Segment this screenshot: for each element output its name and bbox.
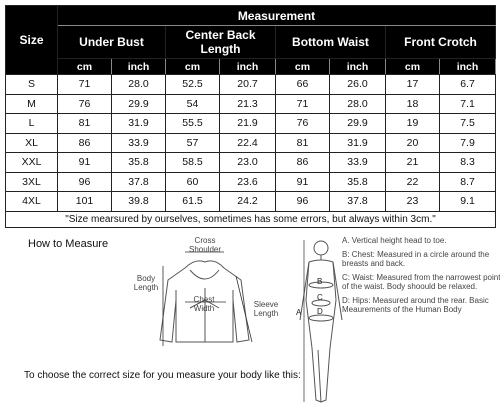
value-cell: 7.5 — [440, 114, 496, 134]
value-cell: 71 — [276, 94, 330, 114]
size-cell: 4XL — [6, 192, 58, 212]
value-cell: 31.9 — [330, 133, 386, 153]
value-cell: 17 — [386, 75, 440, 95]
value-cell: 19 — [386, 114, 440, 134]
value-cell: 6.7 — [440, 75, 496, 95]
value-cell: 96 — [276, 192, 330, 212]
unit-header: inch — [220, 59, 276, 75]
value-cell: 35.8 — [330, 172, 386, 192]
table-row — [6, 192, 496, 212]
value-cell: 91 — [58, 153, 112, 173]
value-cell: 33.9 — [330, 153, 386, 173]
size-chart-table — [5, 5, 496, 228]
front-crotch-header: Front Crotch — [386, 26, 496, 59]
value-cell: 8.7 — [440, 172, 496, 192]
how-to-measure-title: How to Measure — [28, 238, 109, 250]
body-letter-d: D — [317, 307, 323, 316]
value-cell: 20.7 — [220, 75, 276, 95]
measurement-note: "Size mearsured by ourselves, sometimes has some errors, but always within 3cm." — [6, 211, 496, 227]
value-cell: 66 — [276, 75, 330, 95]
value-cell: 22 — [386, 172, 440, 192]
value-cell: 9.1 — [440, 192, 496, 212]
value-cell: 7.9 — [440, 133, 496, 153]
value-cell: 39.8 — [112, 192, 166, 212]
how-to-measure-section — [0, 230, 500, 411]
cross-shoulder-label: Cross Shoulder — [188, 236, 222, 254]
unit-header: cm — [58, 59, 112, 75]
value-cell: 31.9 — [112, 114, 166, 134]
value-cell: 29.9 — [330, 114, 386, 134]
value-cell: 23.6 — [220, 172, 276, 192]
unit-header: inch — [440, 59, 496, 75]
value-cell: 71 — [58, 75, 112, 95]
note-d: D: Hips: Measured around the rear. Basic Meaurements of the Human Body — [342, 295, 489, 314]
table-row — [6, 75, 496, 95]
under-bust-header: Under Bust — [58, 26, 166, 59]
size-cell: M — [6, 94, 58, 114]
value-cell: 7.1 — [440, 94, 496, 114]
value-cell: 91 — [276, 172, 330, 192]
unit-header: cm — [276, 59, 330, 75]
unit-header: cm — [166, 59, 220, 75]
table-row — [6, 153, 496, 173]
value-cell: 61.5 — [166, 192, 220, 212]
value-cell: 37.8 — [112, 172, 166, 192]
value-cell: 18 — [386, 94, 440, 114]
value-cell: 76 — [58, 94, 112, 114]
value-cell: 86 — [58, 133, 112, 153]
value-cell: 33.9 — [112, 133, 166, 153]
measurement-header: Measurement — [58, 6, 496, 26]
body-figure — [300, 240, 342, 402]
note-b: B: Chest: Measured in a circle around the breasts and back. — [342, 249, 490, 268]
value-cell: 86 — [276, 153, 330, 173]
value-cell: 8.3 — [440, 153, 496, 173]
value-cell: 26.0 — [330, 75, 386, 95]
table-row — [6, 94, 496, 114]
value-cell: 24.2 — [220, 192, 276, 212]
body-letter-a: A — [296, 308, 302, 317]
size-cell: XXL — [6, 153, 58, 173]
center-back-length-header: Center Back Length — [166, 26, 276, 59]
value-cell: 21.9 — [220, 114, 276, 134]
sleeve-length-label: Sleeve Length — [253, 300, 279, 318]
value-cell: 23 — [386, 192, 440, 212]
value-cell: 81 — [276, 133, 330, 153]
size-cell: XL — [6, 133, 58, 153]
value-cell: 96 — [58, 172, 112, 192]
body-letter-c: C — [317, 293, 323, 302]
size-cell: S — [6, 75, 58, 95]
value-cell: 20 — [386, 133, 440, 153]
value-cell: 57 — [166, 133, 220, 153]
body-length-label: Body Length — [133, 274, 159, 292]
table-row — [6, 172, 496, 192]
note-a: A. Vertical height head to toe. — [342, 236, 447, 245]
unit-header: inch — [112, 59, 166, 75]
value-cell: 23.0 — [220, 153, 276, 173]
table-row — [6, 133, 496, 153]
choose-size-text: To choose the correct size for you measure your body like this: — [24, 370, 301, 381]
value-cell: 28.0 — [330, 94, 386, 114]
size-column-header: Size — [6, 6, 58, 75]
body-letter-b: B — [317, 277, 323, 286]
value-cell: 28.0 — [112, 75, 166, 95]
value-cell: 21 — [386, 153, 440, 173]
value-cell: 55.5 — [166, 114, 220, 134]
chest-width-label: Chest Width — [193, 295, 215, 313]
body-measure-notes — [342, 236, 500, 319]
value-cell: 52.5 — [166, 75, 220, 95]
size-cell: L — [6, 114, 58, 134]
bottom-waist-header: Bottom Waist — [276, 26, 386, 59]
value-cell: 58.5 — [166, 153, 220, 173]
value-cell: 37.8 — [330, 192, 386, 212]
value-cell: 54 — [166, 94, 220, 114]
size-cell: 3XL — [6, 172, 58, 192]
value-cell: 76 — [276, 114, 330, 134]
value-cell: 29.9 — [112, 94, 166, 114]
note-c: C: Waist: Measured from the narrowest point of the waist. Body shoould be relaxed. — [342, 272, 500, 291]
value-cell: 22.4 — [220, 133, 276, 153]
value-cell: 81 — [58, 114, 112, 134]
table-row — [6, 114, 496, 134]
value-cell: 21.3 — [220, 94, 276, 114]
value-cell: 60 — [166, 172, 220, 192]
value-cell: 101 — [58, 192, 112, 212]
unit-header: inch — [330, 59, 386, 75]
value-cell: 35.8 — [112, 153, 166, 173]
unit-header: cm — [386, 59, 440, 75]
